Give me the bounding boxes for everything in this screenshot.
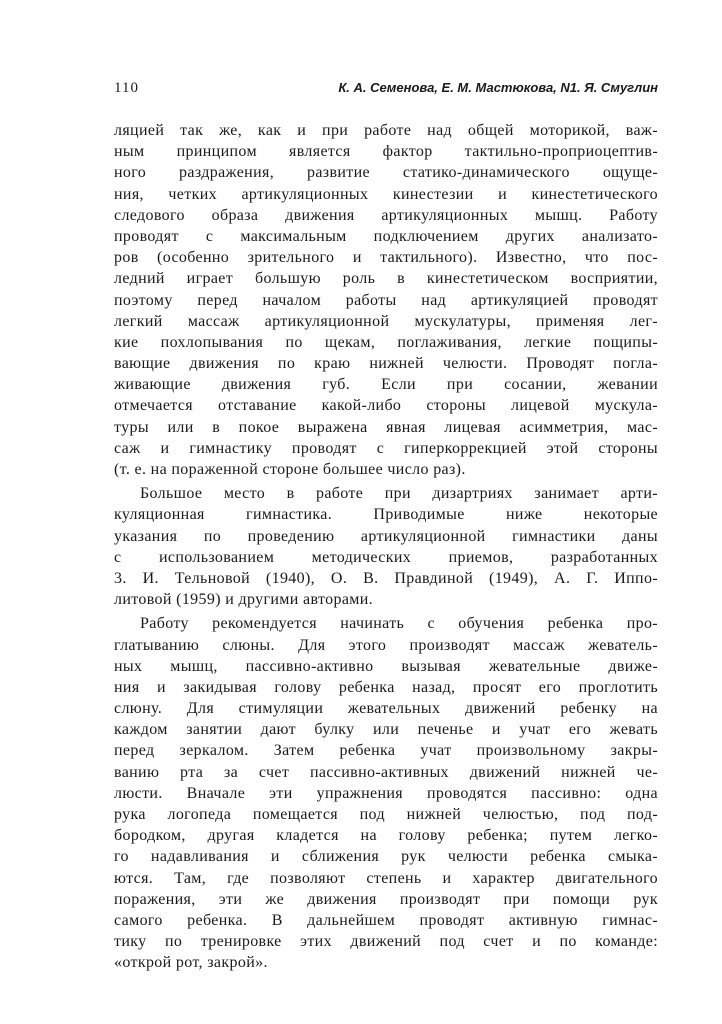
text-line: отмечается отставание какой-либо стороны лицевой мускула- xyxy=(114,397,658,415)
text-line: слюну. Для стимуляции жевательных движений ребенку на xyxy=(114,700,658,718)
text-line: каждом занятии дают булку или печенье и учат его жевать xyxy=(114,721,658,739)
text-line: ным принципом является фактор тактильно-проприоцептив- xyxy=(114,143,658,161)
text-line: ния и закидывая голову ребенка назад, просят его проглотить xyxy=(114,678,658,696)
text-line: Работу рекомендуется начинать с обучения ребенка про- xyxy=(140,615,658,633)
text-line: ются. Там, где позволяют степень и характер двигательного xyxy=(114,869,658,887)
text-line: кие похлопывания по щекам, поглаживания, легкие пощипы- xyxy=(114,333,658,351)
text-line: проводят с максимальным подключением других анализато- xyxy=(114,227,658,245)
text-line: бородком, другая кладется на голову ребенка; путем легко- xyxy=(114,827,658,845)
text-line: литовой (1959) и другими авторами. xyxy=(114,591,374,609)
text-line: саж и гимнастику проводят с гиперкоррекцией этой стороны xyxy=(114,439,658,457)
book-page xyxy=(114,80,658,974)
text-line: тику по тренировке этих движений под счет и по команде: xyxy=(114,933,658,951)
text-line: (т. е. на пораженной стороне большее число раз). xyxy=(114,461,466,478)
text-line: глатыванию слюны. Для этого производят массаж жеватель- xyxy=(114,636,658,654)
paragraph xyxy=(114,613,658,973)
text-line: перед зеркалом. Затем ребенка учат произвольному закры- xyxy=(114,742,658,760)
page-header xyxy=(114,80,658,106)
text-line: го надавливания и сближения рук челюсти ребенка смыка- xyxy=(114,848,658,866)
text-line: куляционная гимнастика. Приводимые ниже некоторые xyxy=(114,506,658,524)
paragraph xyxy=(114,483,658,610)
text-line: вающие движения по краю нижней челюсти. Проводят погла- xyxy=(114,355,658,373)
text-line: с использованием методических приемов, разработанных xyxy=(114,548,658,566)
text-line: ляцией так же, как и при работе над общей моторикой, важ- xyxy=(114,122,658,139)
text-line: самого ребенка. В дальнейшем проводят активную гимнас- xyxy=(114,911,658,929)
text-line: ледний играет большую роль в кинестетическом восприятии, xyxy=(114,270,658,288)
text-line: люсти. Вначале эти упражнения проводятся пассивно: одна xyxy=(114,784,658,802)
text-line: ного раздражения, развитие статико-динамического ощуще- xyxy=(114,164,658,182)
text-line: следового образа движения артикуляционных мышц. Работу xyxy=(114,206,658,224)
paragraph xyxy=(114,120,658,480)
text-line: поражения, эти же движения производят при помощи рук xyxy=(114,890,658,908)
body-text xyxy=(114,120,658,974)
text-line: легкий массаж артикуляционной мускулатуры, применяя лег- xyxy=(114,312,658,330)
text-line: живающие движения губ. Если при сосании, жевании xyxy=(114,376,658,394)
text-line: указания по проведению артикуляционной гимнастики даны xyxy=(114,527,658,545)
text-line: ных мышц, пассивно-активно вызывая жевательные движе- xyxy=(114,657,658,675)
text-line: ванию рта за счет пассивно-активных движений нижней че- xyxy=(114,763,658,781)
text-line: 3. И. Тельновой (1940), О. В. Правдиной (1949), А. Г. Иппо- xyxy=(114,569,658,587)
page-number: 110 xyxy=(114,80,139,96)
text-line: ров (особенно зрительного и тактильного). Известно, что пос- xyxy=(114,249,658,267)
text-line: поэтому перед началом работы над артикуляцией проводят xyxy=(114,291,658,309)
text-line: «открой рот, закрой». xyxy=(114,954,268,972)
text-line: туры или в покое выражена явная лицевая асимметрия, мас- xyxy=(114,418,658,436)
text-line: ния, четких артикуляционных кинестезии и кинестетического xyxy=(114,185,658,203)
running-head-authors: К. А. Семенова, Е. М. Мастюкова, N1. Я. Смуглин xyxy=(338,80,658,95)
text-line: рука логопеда помещается под нижней челюстью, под под- xyxy=(114,806,658,823)
text-line: Большое место в работе при дизартриях занимает арти- xyxy=(140,485,658,503)
